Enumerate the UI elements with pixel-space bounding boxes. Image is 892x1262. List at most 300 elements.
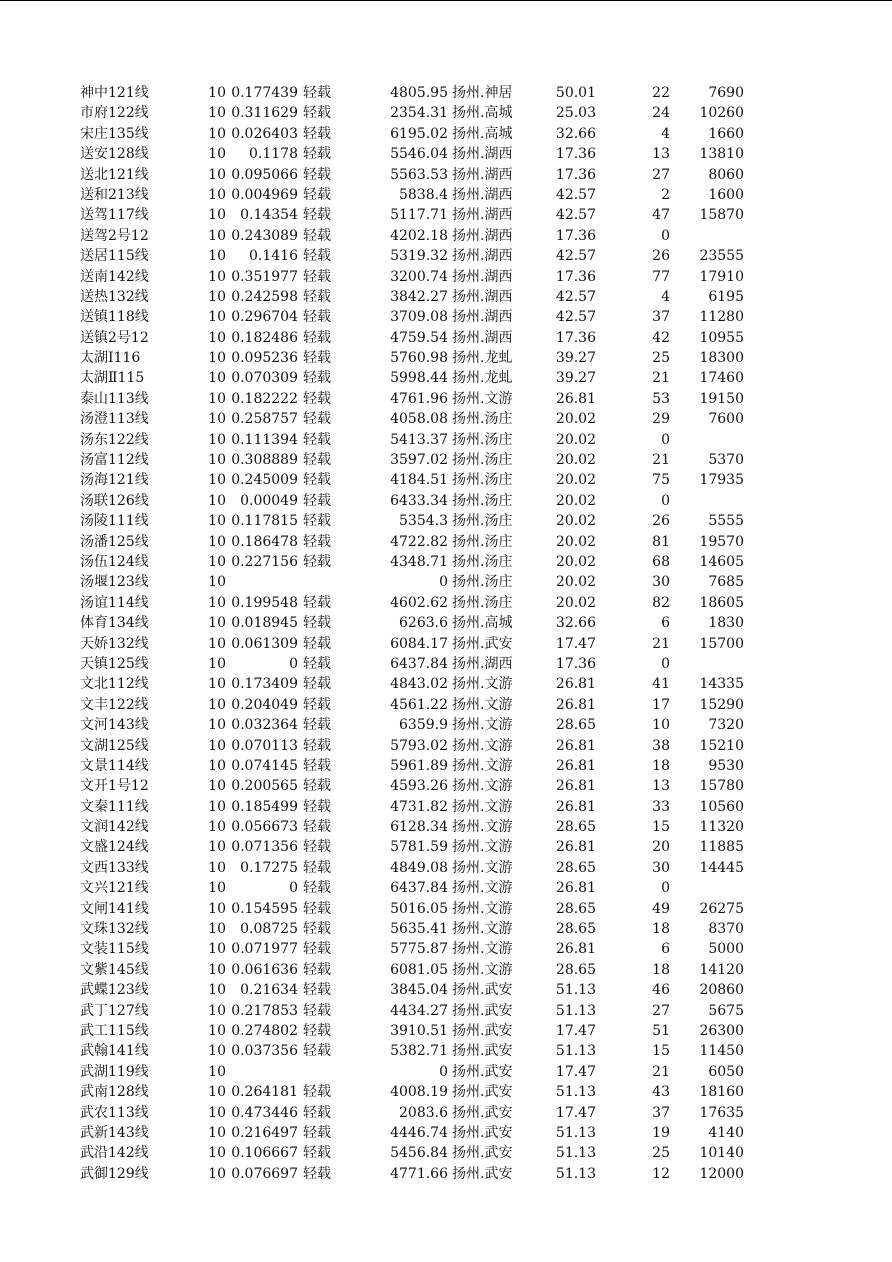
load-rate-cell: 0 bbox=[289, 655, 298, 672]
area-cell: 扬州.文游 bbox=[452, 676, 513, 693]
load-rate-cell: 0.032364 bbox=[231, 717, 298, 734]
total-cell: 7600 bbox=[708, 411, 744, 428]
total-cell: 10955 bbox=[699, 329, 744, 346]
table-row bbox=[0, 919, 892, 939]
voltage-cell: 10 bbox=[208, 798, 226, 815]
count-cell: 0 bbox=[661, 431, 670, 448]
table-row bbox=[0, 776, 892, 796]
area-cell: 扬州.文游 bbox=[452, 757, 513, 774]
voltage-cell: 10 bbox=[208, 390, 226, 407]
capacity-cell: 5998.44 bbox=[390, 370, 448, 387]
area-cell: 扬州.武安 bbox=[452, 1145, 513, 1162]
table-row bbox=[0, 307, 892, 327]
area-cell: 扬州.武安 bbox=[452, 1043, 513, 1060]
capacity-cell: 5382.71 bbox=[390, 1043, 448, 1060]
value-cell: 17.47 bbox=[555, 1104, 596, 1121]
line-name-cell: 文西133线 bbox=[80, 859, 149, 876]
value-cell: 42.57 bbox=[555, 207, 596, 224]
value-cell: 51.13 bbox=[555, 1043, 596, 1060]
area-cell: 扬州.文游 bbox=[452, 717, 513, 734]
capacity-cell: 0 bbox=[439, 574, 448, 591]
count-cell: 37 bbox=[652, 1104, 670, 1121]
voltage-cell: 10 bbox=[208, 757, 226, 774]
area-cell: 扬州.汤庄 bbox=[452, 574, 513, 591]
load-status-cell: 轻载 bbox=[303, 900, 331, 917]
load-rate-cell: 0.200565 bbox=[231, 778, 298, 795]
total-cell: 18300 bbox=[699, 350, 744, 367]
value-cell: 17.36 bbox=[555, 146, 596, 163]
count-cell: 26 bbox=[652, 513, 670, 530]
count-cell: 81 bbox=[652, 533, 670, 550]
count-cell: 37 bbox=[652, 309, 670, 326]
load-status-cell: 轻载 bbox=[303, 268, 331, 285]
value-cell: 20.02 bbox=[555, 452, 596, 469]
count-cell: 4 bbox=[661, 125, 670, 142]
line-name-cell: 武御129线 bbox=[80, 1165, 149, 1182]
line-name-cell: 汤澄113线 bbox=[80, 411, 149, 428]
load-status-cell: 轻载 bbox=[303, 125, 331, 142]
voltage-cell: 10 bbox=[208, 248, 226, 265]
table-row bbox=[0, 470, 892, 490]
table-row bbox=[0, 144, 892, 164]
table-row bbox=[0, 328, 892, 348]
area-cell: 扬州.汤庄 bbox=[452, 533, 513, 550]
load-status-cell: 轻载 bbox=[303, 553, 331, 570]
load-status-cell: 轻载 bbox=[303, 1043, 331, 1060]
total-cell: 1660 bbox=[708, 125, 744, 142]
count-cell: 12 bbox=[652, 1165, 670, 1182]
value-cell: 50.01 bbox=[555, 85, 596, 101]
voltage-cell: 10 bbox=[208, 1165, 226, 1182]
load-status-cell: 轻载 bbox=[303, 941, 331, 958]
area-cell: 扬州.武安 bbox=[452, 982, 513, 999]
line-name-cell: 文景114线 bbox=[80, 757, 149, 774]
load-rate-cell: 0.199548 bbox=[231, 594, 298, 611]
total-cell: 26300 bbox=[699, 1022, 744, 1039]
area-cell: 扬州.湖西 bbox=[452, 248, 513, 265]
total-cell: 4140 bbox=[708, 1124, 744, 1141]
capacity-cell: 2354.31 bbox=[390, 105, 448, 122]
table-row bbox=[0, 1082, 892, 1102]
area-cell: 扬州.武安 bbox=[452, 635, 513, 652]
line-name-cell: 文湖125线 bbox=[80, 737, 149, 754]
total-cell: 5675 bbox=[708, 1002, 744, 1019]
value-cell: 28.65 bbox=[555, 961, 596, 978]
table-row bbox=[0, 1041, 892, 1061]
capacity-cell: 4843.02 bbox=[390, 676, 448, 693]
voltage-cell: 10 bbox=[208, 411, 226, 428]
area-cell: 扬州.文游 bbox=[452, 921, 513, 938]
voltage-cell: 10 bbox=[208, 1104, 226, 1121]
total-cell: 15870 bbox=[699, 207, 744, 224]
count-cell: 49 bbox=[652, 900, 670, 917]
line-name-cell: 汤堰123线 bbox=[80, 574, 149, 591]
load-status-cell: 轻载 bbox=[303, 1002, 331, 1019]
line-name-cell: 武南128线 bbox=[80, 1084, 149, 1101]
load-status-cell: 轻载 bbox=[303, 472, 331, 489]
count-cell: 27 bbox=[652, 1002, 670, 1019]
table-row bbox=[0, 450, 892, 470]
count-cell: 25 bbox=[652, 1145, 670, 1162]
count-cell: 33 bbox=[652, 798, 670, 815]
voltage-cell: 10 bbox=[208, 329, 226, 346]
value-cell: 17.36 bbox=[555, 268, 596, 285]
line-name-cell: 汤潘125线 bbox=[80, 533, 149, 550]
line-name-cell: 送居115线 bbox=[80, 248, 149, 265]
table-row bbox=[0, 899, 892, 919]
load-rate-cell: 0.274802 bbox=[231, 1022, 298, 1039]
capacity-cell: 5456.84 bbox=[390, 1145, 448, 1162]
count-cell: 27 bbox=[652, 166, 670, 183]
line-name-cell: 太湖Ⅱ115 bbox=[80, 370, 145, 387]
line-name-cell: 宋庄135线 bbox=[80, 125, 149, 142]
count-cell: 13 bbox=[652, 778, 670, 795]
area-cell: 扬州.湖西 bbox=[452, 655, 513, 672]
load-status-cell: 轻载 bbox=[303, 655, 331, 672]
voltage-cell: 10 bbox=[208, 819, 226, 836]
count-cell: 13 bbox=[652, 146, 670, 163]
table-row bbox=[0, 1062, 892, 1082]
line-name-cell: 送北121线 bbox=[80, 166, 149, 183]
value-cell: 20.02 bbox=[555, 492, 596, 509]
load-status-cell: 轻载 bbox=[303, 676, 331, 693]
load-rate-cell: 0.227156 bbox=[231, 553, 298, 570]
load-rate-cell: 0.173409 bbox=[231, 676, 298, 693]
voltage-cell: 10 bbox=[208, 105, 226, 122]
voltage-cell: 10 bbox=[208, 166, 226, 183]
count-cell: 20 bbox=[652, 839, 670, 856]
load-rate-cell: 0.00049 bbox=[240, 492, 298, 509]
value-cell: 26.81 bbox=[555, 880, 596, 897]
load-status-cell: 轻载 bbox=[303, 207, 331, 224]
load-rate-cell: 0.061309 bbox=[231, 635, 298, 652]
area-cell: 扬州.汤庄 bbox=[452, 492, 513, 509]
area-cell: 扬州.汤庄 bbox=[452, 411, 513, 428]
count-cell: 0 bbox=[661, 880, 670, 897]
load-rate-cell: 0.14354 bbox=[240, 207, 298, 224]
value-cell: 28.65 bbox=[555, 717, 596, 734]
line-name-cell: 文秦111线 bbox=[80, 798, 149, 815]
table-row bbox=[0, 613, 892, 633]
area-cell: 扬州.湖西 bbox=[452, 166, 513, 183]
value-cell: 51.13 bbox=[555, 1002, 596, 1019]
load-rate-cell: 0.186478 bbox=[231, 533, 298, 550]
load-status-cell: 轻载 bbox=[303, 513, 331, 530]
total-cell: 1600 bbox=[708, 186, 744, 203]
capacity-cell: 4731.82 bbox=[390, 798, 448, 815]
value-cell: 26.81 bbox=[555, 757, 596, 774]
capacity-cell: 5760.98 bbox=[390, 350, 448, 367]
value-cell: 28.65 bbox=[555, 819, 596, 836]
voltage-cell: 10 bbox=[208, 452, 226, 469]
count-cell: 68 bbox=[652, 553, 670, 570]
total-cell: 7320 bbox=[708, 717, 744, 734]
total-cell: 9530 bbox=[708, 757, 744, 774]
area-cell: 扬州.文游 bbox=[452, 859, 513, 876]
total-cell: 15780 bbox=[699, 778, 744, 795]
count-cell: 53 bbox=[652, 390, 670, 407]
load-rate-cell: 0.243089 bbox=[231, 227, 298, 244]
value-cell: 20.02 bbox=[555, 574, 596, 591]
total-cell: 5555 bbox=[708, 513, 744, 530]
value-cell: 20.02 bbox=[555, 533, 596, 550]
capacity-cell: 6263.6 bbox=[399, 615, 448, 632]
area-cell: 扬州.文游 bbox=[452, 778, 513, 795]
voltage-cell: 10 bbox=[208, 859, 226, 876]
value-cell: 42.57 bbox=[555, 288, 596, 305]
area-cell: 扬州.汤庄 bbox=[452, 513, 513, 530]
area-cell: 扬州.文游 bbox=[452, 819, 513, 836]
table-row bbox=[0, 348, 892, 368]
count-cell: 82 bbox=[652, 594, 670, 611]
total-cell: 17910 bbox=[699, 268, 744, 285]
table-row bbox=[0, 532, 892, 552]
count-cell: 4 bbox=[661, 288, 670, 305]
capacity-cell: 5961.89 bbox=[390, 757, 448, 774]
voltage-cell: 10 bbox=[208, 839, 226, 856]
table-row bbox=[0, 878, 892, 898]
total-cell: 17635 bbox=[699, 1104, 744, 1121]
load-rate-cell: 0.095066 bbox=[231, 166, 298, 183]
capacity-cell: 5793.02 bbox=[390, 737, 448, 754]
load-status-cell: 轻载 bbox=[303, 778, 331, 795]
load-rate-cell: 0.071977 bbox=[231, 941, 298, 958]
load-status-cell: 轻载 bbox=[303, 819, 331, 836]
load-status-cell: 轻载 bbox=[303, 227, 331, 244]
voltage-cell: 10 bbox=[208, 370, 226, 387]
area-cell: 扬州.文游 bbox=[452, 839, 513, 856]
line-name-cell: 武丁127线 bbox=[80, 1002, 149, 1019]
capacity-cell: 6084.17 bbox=[390, 635, 448, 652]
count-cell: 30 bbox=[652, 859, 670, 876]
load-rate-cell: 0.185499 bbox=[231, 798, 298, 815]
area-cell: 扬州.湖西 bbox=[452, 309, 513, 326]
spreadsheet-table bbox=[0, 83, 892, 1184]
count-cell: 51 bbox=[652, 1022, 670, 1039]
table-row bbox=[0, 226, 892, 246]
load-rate-cell: 0.216497 bbox=[231, 1124, 298, 1141]
load-rate-cell: 0.242598 bbox=[231, 288, 298, 305]
value-cell: 42.57 bbox=[555, 309, 596, 326]
total-cell: 17460 bbox=[699, 370, 744, 387]
capacity-cell: 0 bbox=[439, 1063, 448, 1080]
total-cell: 11885 bbox=[699, 839, 744, 856]
total-cell: 7690 bbox=[708, 85, 744, 101]
line-name-cell: 文兴121线 bbox=[80, 880, 149, 897]
count-cell: 0 bbox=[661, 655, 670, 672]
value-cell: 17.36 bbox=[555, 329, 596, 346]
line-name-cell: 文北112线 bbox=[80, 676, 149, 693]
line-name-cell: 送和213线 bbox=[80, 186, 149, 203]
line-name-cell: 文闸141线 bbox=[80, 900, 149, 917]
line-name-cell: 市府122线 bbox=[80, 105, 149, 122]
area-cell: 扬州.武安 bbox=[452, 1104, 513, 1121]
load-status-cell: 轻载 bbox=[303, 248, 331, 265]
total-cell: 5370 bbox=[708, 452, 744, 469]
load-rate-cell: 0.17275 bbox=[240, 859, 298, 876]
load-rate-cell: 0.037356 bbox=[231, 1043, 298, 1060]
voltage-cell: 10 bbox=[208, 492, 226, 509]
area-cell: 扬州.汤庄 bbox=[452, 553, 513, 570]
area-cell: 扬州.湖西 bbox=[452, 329, 513, 346]
load-rate-cell: 0.056673 bbox=[231, 819, 298, 836]
line-name-cell: 送镇2号12 bbox=[80, 329, 149, 346]
count-cell: 21 bbox=[652, 370, 670, 387]
line-name-cell: 文珠132线 bbox=[80, 921, 149, 938]
voltage-cell: 10 bbox=[208, 941, 226, 958]
area-cell: 扬州.文游 bbox=[452, 737, 513, 754]
value-cell: 39.27 bbox=[555, 370, 596, 387]
capacity-cell: 3910.51 bbox=[390, 1022, 448, 1039]
value-cell: 20.02 bbox=[555, 472, 596, 489]
load-status-cell: 轻载 bbox=[303, 859, 331, 876]
table-row bbox=[0, 837, 892, 857]
count-cell: 0 bbox=[661, 227, 670, 244]
load-status-cell: 轻载 bbox=[303, 921, 331, 938]
count-cell: 24 bbox=[652, 105, 670, 122]
load-rate-cell: 0.1416 bbox=[249, 248, 298, 265]
load-rate-cell: 0.351977 bbox=[231, 268, 298, 285]
table-row bbox=[0, 124, 892, 144]
total-cell: 15290 bbox=[699, 696, 744, 713]
count-cell: 6 bbox=[661, 615, 670, 632]
value-cell: 26.81 bbox=[555, 696, 596, 713]
table-row bbox=[0, 430, 892, 450]
area-cell: 扬州.湖西 bbox=[452, 186, 513, 203]
area-cell: 扬州.湖西 bbox=[452, 207, 513, 224]
value-cell: 32.66 bbox=[555, 125, 596, 142]
table-row bbox=[0, 287, 892, 307]
count-cell: 15 bbox=[652, 819, 670, 836]
area-cell: 扬州.文游 bbox=[452, 941, 513, 958]
total-cell: 6195 bbox=[708, 288, 744, 305]
table-row bbox=[0, 1164, 892, 1184]
table-row bbox=[0, 511, 892, 531]
line-name-cell: 体育134线 bbox=[80, 615, 149, 632]
value-cell: 32.66 bbox=[555, 615, 596, 632]
value-cell: 51.13 bbox=[555, 1165, 596, 1182]
load-rate-cell: 0.070309 bbox=[231, 370, 298, 387]
line-name-cell: 武新143线 bbox=[80, 1124, 149, 1141]
area-cell: 扬州.文游 bbox=[452, 390, 513, 407]
value-cell: 26.81 bbox=[555, 941, 596, 958]
area-cell: 扬州.龙虬 bbox=[452, 350, 513, 367]
total-cell: 11280 bbox=[699, 309, 744, 326]
total-cell: 11450 bbox=[699, 1043, 744, 1060]
line-name-cell: 太湖Ⅰ116 bbox=[80, 350, 141, 367]
line-name-cell: 送安128线 bbox=[80, 146, 149, 163]
line-name-cell: 汤联126线 bbox=[80, 492, 149, 509]
capacity-cell: 4008.19 bbox=[390, 1084, 448, 1101]
line-name-cell: 送驾2号12 bbox=[80, 227, 149, 244]
voltage-cell: 10 bbox=[208, 268, 226, 285]
voltage-cell: 10 bbox=[208, 717, 226, 734]
value-cell: 20.02 bbox=[555, 553, 596, 570]
voltage-cell: 10 bbox=[208, 350, 226, 367]
line-name-cell: 文盛124线 bbox=[80, 839, 149, 856]
line-name-cell: 武翰141线 bbox=[80, 1043, 149, 1060]
load-status-cell: 轻载 bbox=[303, 737, 331, 754]
area-cell: 扬州.神居 bbox=[452, 85, 513, 101]
area-cell: 扬州.高城 bbox=[452, 125, 513, 142]
capacity-cell: 6195.02 bbox=[390, 125, 448, 142]
load-rate-cell: 0.08725 bbox=[240, 921, 298, 938]
load-status-cell: 轻载 bbox=[303, 961, 331, 978]
value-cell: 17.47 bbox=[555, 635, 596, 652]
count-cell: 46 bbox=[652, 982, 670, 999]
line-name-cell: 汤海121线 bbox=[80, 472, 149, 489]
line-name-cell: 武沿142线 bbox=[80, 1145, 149, 1162]
count-cell: 42 bbox=[652, 329, 670, 346]
load-status-cell: 轻载 bbox=[303, 1145, 331, 1162]
value-cell: 28.65 bbox=[555, 921, 596, 938]
line-name-cell: 送驾117线 bbox=[80, 207, 149, 224]
load-rate-cell: 0.217853 bbox=[231, 1002, 298, 1019]
load-status-cell: 轻载 bbox=[303, 757, 331, 774]
line-name-cell: 文河143线 bbox=[80, 717, 149, 734]
capacity-cell: 4805.95 bbox=[390, 85, 448, 101]
capacity-cell: 4202.18 bbox=[390, 227, 448, 244]
load-rate-cell: 0.311629 bbox=[231, 105, 298, 122]
load-rate-cell: 0.074145 bbox=[231, 757, 298, 774]
table-row bbox=[0, 83, 892, 103]
value-cell: 17.47 bbox=[555, 1022, 596, 1039]
voltage-cell: 10 bbox=[208, 737, 226, 754]
total-cell: 1830 bbox=[708, 615, 744, 632]
table-row bbox=[0, 817, 892, 837]
area-cell: 扬州.文游 bbox=[452, 961, 513, 978]
count-cell: 18 bbox=[652, 921, 670, 938]
total-cell: 14445 bbox=[699, 859, 744, 876]
value-cell: 51.13 bbox=[555, 982, 596, 999]
load-status-cell: 轻载 bbox=[303, 370, 331, 387]
line-name-cell: 文丰122线 bbox=[80, 696, 149, 713]
line-name-cell: 文紫145线 bbox=[80, 961, 149, 978]
line-name-cell: 送热132线 bbox=[80, 288, 149, 305]
table-row bbox=[0, 797, 892, 817]
voltage-cell: 10 bbox=[208, 1063, 226, 1080]
total-cell: 18605 bbox=[699, 594, 744, 611]
line-name-cell: 武湖119线 bbox=[80, 1063, 149, 1080]
load-status-cell: 轻载 bbox=[303, 350, 331, 367]
voltage-cell: 10 bbox=[208, 1084, 226, 1101]
voltage-cell: 10 bbox=[208, 146, 226, 163]
capacity-cell: 6437.84 bbox=[390, 880, 448, 897]
load-status-cell: 轻载 bbox=[303, 390, 331, 407]
load-rate-cell: 0.182486 bbox=[231, 329, 298, 346]
table-row bbox=[0, 756, 892, 776]
load-rate-cell: 0.070113 bbox=[231, 737, 298, 754]
line-name-cell: 送镇118线 bbox=[80, 309, 149, 326]
load-rate-cell: 0.204049 bbox=[231, 696, 298, 713]
load-status-cell: 轻载 bbox=[303, 411, 331, 428]
table-row bbox=[0, 654, 892, 674]
capacity-cell: 4849.08 bbox=[390, 859, 448, 876]
table-row bbox=[0, 1103, 892, 1123]
total-cell: 26275 bbox=[699, 900, 744, 917]
voltage-cell: 10 bbox=[208, 85, 226, 101]
total-cell: 7685 bbox=[708, 574, 744, 591]
value-cell: 26.81 bbox=[555, 839, 596, 856]
value-cell: 20.02 bbox=[555, 513, 596, 530]
table-row bbox=[0, 1021, 892, 1041]
capacity-cell: 3845.04 bbox=[390, 982, 448, 999]
voltage-cell: 10 bbox=[208, 635, 226, 652]
area-cell: 扬州.湖西 bbox=[452, 268, 513, 285]
area-cell: 扬州.高城 bbox=[452, 105, 513, 122]
area-cell: 扬州.武安 bbox=[452, 1124, 513, 1141]
table-row bbox=[0, 980, 892, 1000]
